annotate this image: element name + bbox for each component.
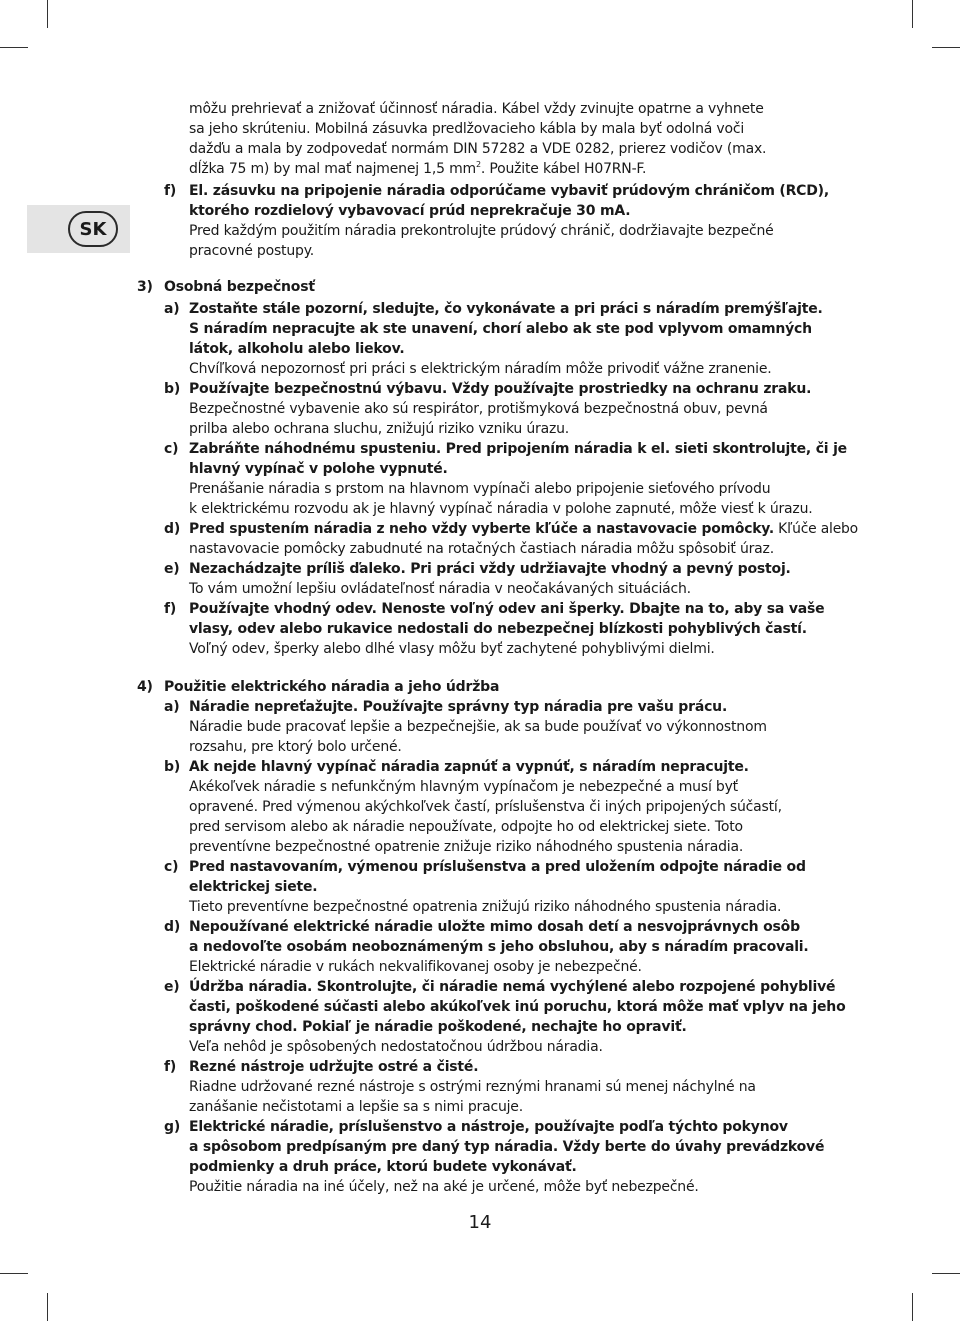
paragraph-line: k elektrickému rozvodu ak je hlavný vypínač náradia v polohe zapnuté, môže viesť k úrazu.	[189, 501, 813, 517]
crop-mark	[912, 1293, 913, 1321]
paragraph-line	[189, 520, 858, 540]
item-heading-line: El. zásuvku na pripojenie náradia odporúčame vybaviť prúdovým chráničom (RCD),	[189, 183, 829, 199]
item-heading-line: a nedovoľte osobám neoboznámeným s jeho obsluhou, aby s náradím pracovali.	[189, 939, 809, 955]
list-marker: e)	[164, 561, 180, 577]
list-marker: d)	[164, 521, 181, 537]
item-heading-line: hlavný vypínač v polohe vypnuté.	[189, 461, 448, 477]
item-heading-line: správny chod. Pokiaľ je náradie poškodené, nechajte ho opraviť.	[189, 1019, 687, 1035]
list-marker: f)	[164, 1059, 177, 1075]
crop-mark	[47, 0, 48, 28]
page-number: 14	[468, 1212, 492, 1233]
paragraph-line: Voľný odev, šperky alebo dlhé vlasy môžu byť zachytené pohyblivými dielmi.	[189, 641, 715, 657]
paragraph-line: pracovné postupy.	[189, 243, 315, 259]
list-marker: c)	[164, 441, 179, 457]
paragraph-line: Akékoľvek náradie s nefunkčným hlavným vypínačom je nebezpečné a musí byť	[189, 779, 738, 795]
text-span: . Použite kábel H07RN-F.	[480, 161, 647, 177]
item-heading-line: Rezné nástroje udržujte ostré a čisté.	[189, 1059, 479, 1075]
paragraph-line: dažďu a mala by zodpovedať normám DIN 57282 a VDE 0282, prierez vodičov (max.	[189, 141, 767, 157]
paragraph-line: Chvíľková nepozornosť pri práci s elektrickým náradím môže privodiť vážne zranenie.	[189, 361, 772, 377]
item-heading-line: podmienky a druh práce, ktorú budete vykonávať.	[189, 1159, 577, 1175]
crop-mark	[912, 0, 913, 28]
list-marker: b)	[164, 759, 181, 775]
item-heading-line: Náradie nepreťažujte. Používajte správny typ náradia pre vašu prácu.	[189, 699, 728, 715]
list-marker: a)	[164, 699, 180, 715]
crop-mark	[0, 47, 28, 48]
superscript: 2	[475, 160, 481, 169]
paragraph-line: Pred každým použitím náradia prekontrolujte prúdový chránič, dodržiavajte bezpečné	[189, 223, 774, 239]
item-heading-line: Nezachádzajte príliš ďaleko. Pri práci vždy udržiavajte vhodný a pevný postoj.	[189, 561, 791, 577]
list-marker: g)	[164, 1119, 181, 1135]
list-marker: f)	[164, 183, 177, 199]
paragraph-line: sa jeho skrúteniu. Mobilná zásuvka predlžovacieho kábla by mala byť odolná voči	[189, 121, 745, 137]
item-heading-line: látok, alkoholu alebo liekov.	[189, 341, 405, 357]
paragraph-line	[189, 160, 646, 180]
item-heading: Pred spustením náradia z neho vždy vyberte kľúče a nastavovacie pomôcky.	[189, 521, 774, 537]
item-heading-line: časti, poškodené súčasti alebo akúkoľvek inú poruchu, ktorá môže mať vplyv na jeho	[189, 999, 846, 1015]
paragraph-line: Náradie bude pracovať lepšie a bezpečnejšie, ak sa bude používať vo výkonnostnom	[189, 719, 767, 735]
item-heading-line: Údržba náradia. Skontrolujte, či náradie nemá vychýlené alebo rozpojené pohyblivé	[189, 979, 836, 995]
item-heading-line: vlasy, odev alebo rukavice nedostali do nebezpečnej blízkosti pohyblivých častí.	[189, 621, 807, 637]
list-marker: c)	[164, 859, 179, 875]
section-number: 3)	[137, 279, 153, 295]
paragraph-line: pred servisom alebo ak náradie nepoužívate, odpojte ho od elektrickej siete. Toto	[189, 819, 743, 835]
paragraph-line: To vám umožní lepšiu ovládateľnosť náradia v neočakávaných situáciách.	[189, 581, 691, 597]
list-marker: a)	[164, 301, 180, 317]
item-heading-line: Zostaňte stále pozorní, sledujte, čo vykonávate a pri práci s náradím premýšľajte.	[189, 301, 823, 317]
item-heading-line: Nepoužívané elektrické náradie uložte mimo dosah detí a nesvojprávnych osôb	[189, 919, 800, 935]
crop-mark	[932, 1273, 960, 1274]
paragraph-line: opravené. Pred výmenou akýchkoľvek častí, príslušenstva či iných pripojených súčastí,	[189, 799, 782, 815]
crop-mark	[47, 1293, 48, 1321]
list-marker: b)	[164, 381, 181, 397]
paragraph-line: môžu prehrievať a znižovať účinnosť náradia. Kábel vždy zvinujte opatrne a vyhnete	[189, 101, 764, 117]
item-heading-line: ktorého rozdielový vybavovací prúd neprekračuje 30 mA.	[189, 203, 631, 219]
paragraph-line: Riadne udržované rezné nástroje s ostrými reznými hranami sú menej náchylné na	[189, 1079, 756, 1095]
paragraph-line: Tieto preventívne bezpečnostné opatrenia znižujú riziko náhodného spustenia náradia.	[189, 899, 782, 915]
language-badge: SK	[68, 211, 118, 247]
crop-mark	[932, 47, 960, 48]
paragraph-line: prilba alebo ochrana sluchu, znižujú riziko vzniku úrazu.	[189, 421, 570, 437]
paragraph-line: zanášanie nečistotami a lepšie sa s nimi pracuje.	[189, 1099, 523, 1115]
section-number: 4)	[137, 679, 153, 695]
item-heading-line: Používajte bezpečnostnú výbavu. Vždy používajte prostriedky na ochranu zraku.	[189, 381, 812, 397]
list-marker: d)	[164, 919, 181, 935]
paragraph-line: Prenášanie náradia s prstom na hlavnom vypínači alebo pripojenie sieťového prívodu	[189, 481, 771, 497]
item-heading-line: Pred nastavovaním, výmenou príslušenstva a pred uložením odpojte náradie od	[189, 859, 806, 875]
list-marker: e)	[164, 979, 180, 995]
paragraph-line: nastavovacie pomôcky zabudnuté na rotačných častiach náradia môžu spôsobiť úraz.	[189, 541, 774, 557]
paragraph-line: rozsahu, pre ktorý bolo určené.	[189, 739, 402, 755]
item-heading-line: Ak nejde hlavný vypínač náradia zapnúť a vypnúť, s náradím nepracujte.	[189, 759, 749, 775]
paragraph-line: preventívne bezpečnostné opatrenie znižuje riziko náhodného spustenia náradia.	[189, 839, 744, 855]
item-heading-line: Elektrické náradie, príslušenstvo a nástroje, používajte podľa týchto pokynov	[189, 1119, 788, 1135]
paragraph-line: Bezpečnostné vybavenie ako sú respirátor, protišmyková bezpečnostná obuv, pevná	[189, 401, 768, 417]
section-title: Osobná bezpečnosť	[164, 279, 315, 295]
item-heading-line: elektrickej siete.	[189, 879, 318, 895]
item-heading-line: S náradím nepracujte ak ste unavení, chorí alebo ak ste pod vplyvom omamných	[189, 321, 812, 337]
item-heading-line: a spôsobom predpísaným pre daný typ náradia. Vždy berte do úvahy prevádzkové	[189, 1139, 825, 1155]
text-span: dĺžka 75 m) by mal mať najmenej 1,5 mm	[189, 161, 476, 177]
item-heading-line: Zabráňte náhodnému spusteniu. Pred pripojením náradia k el. sieti skontrolujte, či je	[189, 441, 847, 457]
text-span: Kľúče alebo	[773, 521, 858, 537]
crop-mark	[0, 1273, 28, 1274]
item-heading-line: Používajte vhodný odev. Nenoste voľný odev ani šperky. Dbajte na to, aby sa vaše	[189, 601, 825, 617]
paragraph-line: Elektrické náradie v rukách nekvalifikovanej osoby je nebezpečné.	[189, 959, 642, 975]
list-marker: f)	[164, 601, 177, 617]
section-title: Použitie elektrického náradia a jeho údržba	[164, 679, 500, 695]
paragraph-line: Veľa nehôd je spôsobených nedostatočnou údržbou náradia.	[189, 1039, 603, 1055]
paragraph-line: Použitie náradia na iné účely, než na aké je určené, môže byť nebezpečné.	[189, 1179, 699, 1195]
